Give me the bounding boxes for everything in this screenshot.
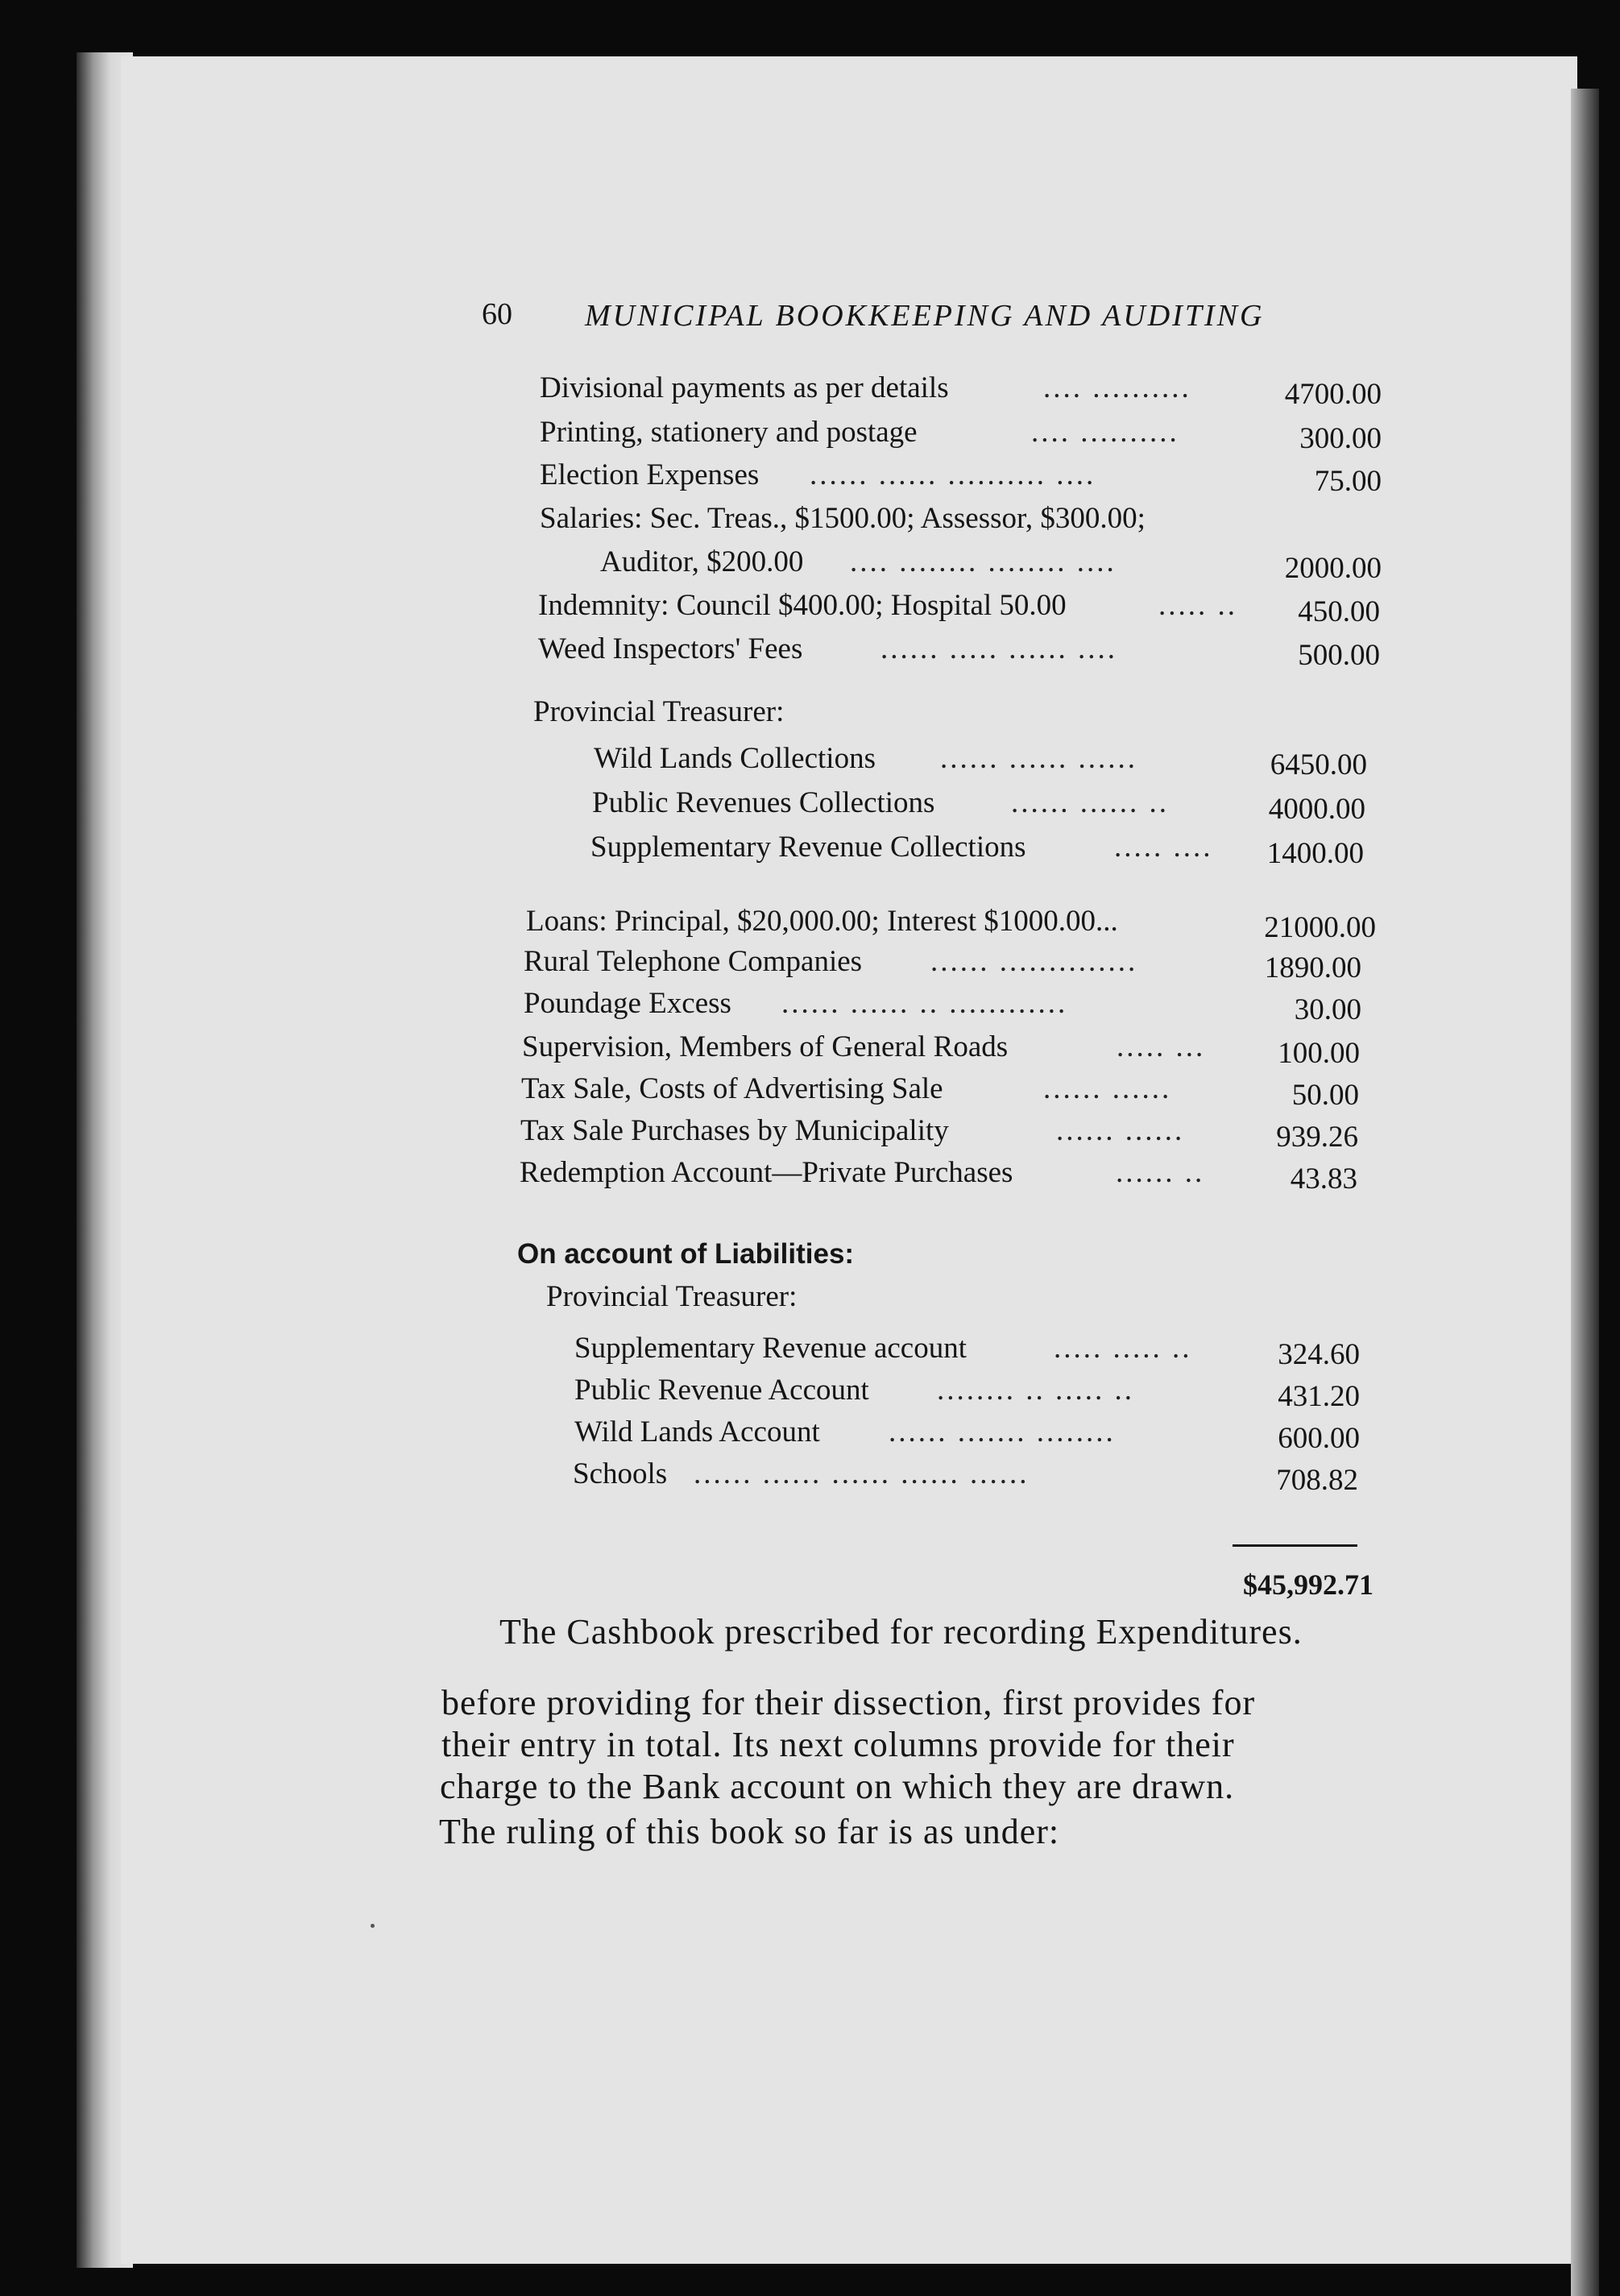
section-subheading: Provincial Treasurer:	[546, 1280, 798, 1313]
running-title: MUNICIPAL BOOKKEEPING AND AUDITING	[585, 299, 1265, 333]
list-item: Auditor, $200.00 .... ........ ........ .... 2000.00	[600, 545, 1382, 585]
list-item: Divisional payments as per details .... .......... 4700.00	[540, 371, 1382, 411]
paragraph-line: before providing for their dissection, first provides for	[441, 1683, 1256, 1722]
list-item: Tax Sale, Costs of Advertising Sale ...... ...... 50.00	[521, 1072, 1359, 1112]
paragraph-line: charge to the Bank account on which they are drawn.	[440, 1767, 1235, 1806]
section-heading: On account of Liabilities:	[517, 1238, 855, 1270]
list-item: Supplementary Revenue Collections ..... .... 1400.00	[590, 831, 1364, 870]
list-item: Supervision, Members of General Roads ..... ... 100.00	[522, 1030, 1360, 1070]
page-number: 60	[482, 297, 512, 331]
list-item: Schools ...... ...... ...... ...... ...... 708.82	[573, 1457, 1358, 1497]
list-item: Salaries: Sec. Treas., $1500.00; Assessor, $300.00;	[540, 502, 1146, 535]
list-item: Tax Sale Purchases by Municipality ...... ...... 939.26	[520, 1114, 1358, 1154]
list-item: Loans: Principal, $20,000.00; Interest $1000.00... 21000.00	[526, 905, 1376, 944]
list-item: Indemnity: Council $400.00; Hospital 50.00 ..... .. 450.00	[538, 589, 1380, 628]
facing-page-edge	[1571, 89, 1599, 2296]
list-item: Wild Lands Account ...... ....... ........ 600.00	[574, 1415, 1360, 1455]
paragraph-line: The ruling of this book so far is as under:	[439, 1812, 1060, 1851]
list-item: Public Revenue Account ........ .. ..... .. 431.20	[574, 1374, 1360, 1413]
section-heading: Provincial Treasurer:	[533, 695, 785, 728]
list-item: Rural Telephone Companies ...... .............. 1890.00	[524, 945, 1361, 984]
list-item: Redemption Account—Private Purchases ...... .. 43.83	[520, 1156, 1357, 1196]
grand-total: $45,992.71	[1243, 1569, 1373, 1601]
list-item: Supplementary Revenue account ..... ..... .. 324.60	[574, 1332, 1360, 1371]
paragraph-line: The Cashbook prescribed for recording Expenditures.	[499, 1612, 1303, 1652]
list-item: Poundage Excess ...... ...... .. ............ 30.00	[524, 987, 1361, 1026]
paragraph-line: their entry in total. Its next columns provide for their	[441, 1725, 1235, 1764]
list-item: Weed Inspectors' Fees ...... ..... ...... .... 500.00	[538, 632, 1380, 672]
total-rule	[1233, 1544, 1357, 1547]
print-speck	[371, 1924, 375, 1928]
list-item: Election Expenses ...... ...... .......... .... 75.00	[540, 458, 1382, 498]
list-item: Public Revenues Collections ...... ...... .. 4000.00	[592, 786, 1365, 826]
running-header	[482, 296, 1287, 345]
list-item: Wild Lands Collections ...... ...... ...... 6450.00	[594, 742, 1367, 781]
list-item: Printing, stationery and postage .... .......... 300.00	[540, 416, 1382, 455]
